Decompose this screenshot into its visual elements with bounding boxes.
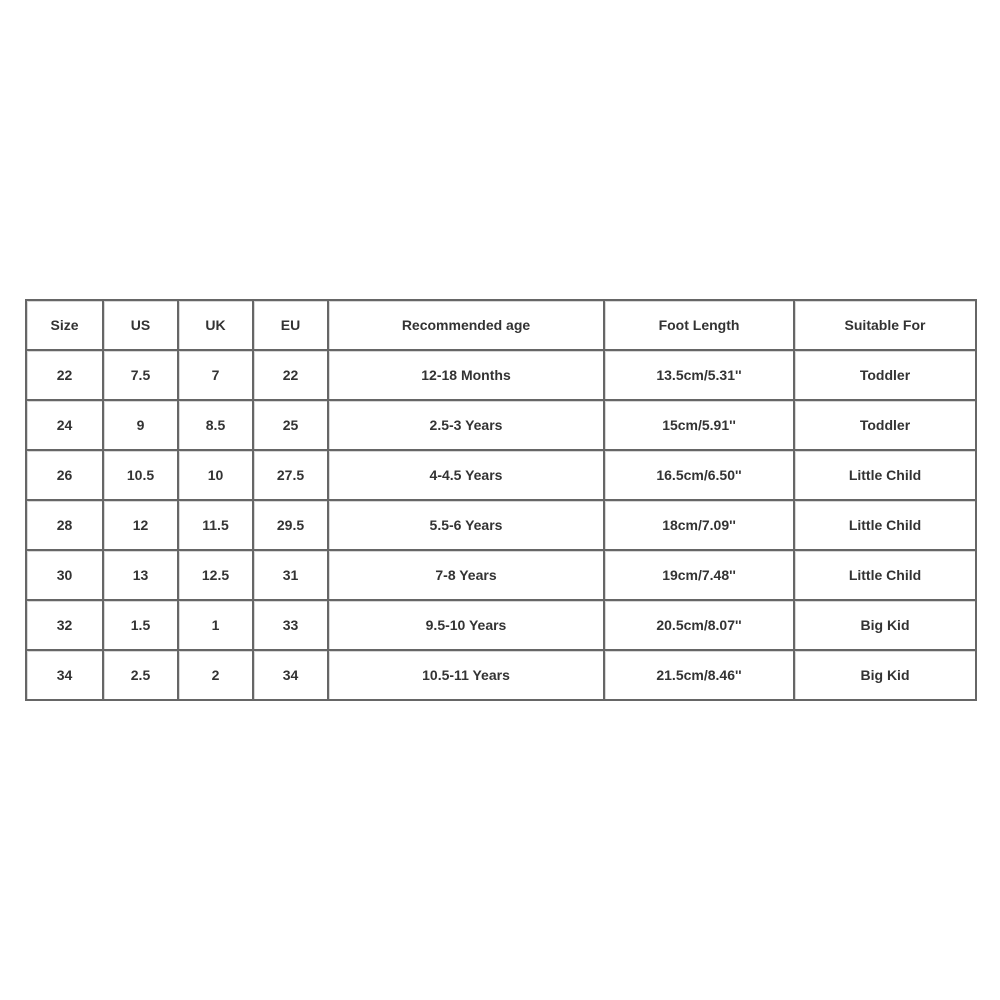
table-row — [27, 501, 977, 551]
cell-suitable-for: Little Child — [795, 551, 977, 601]
cell-uk: 7 — [179, 351, 254, 401]
cell-size: 34 — [27, 651, 104, 701]
size-chart-body — [27, 301, 977, 701]
cell-recommended-age: 9.5-10 Years — [329, 601, 605, 651]
cell-suitable-for: Little Child — [795, 451, 977, 501]
table-row — [27, 351, 977, 401]
header-cell-recommended-age: Recommended age — [329, 301, 605, 351]
cell-eu: 29.5 — [254, 501, 329, 551]
table-row — [27, 451, 977, 501]
header-cell-uk: UK — [179, 301, 254, 351]
cell-us: 10.5 — [104, 451, 179, 501]
cell-recommended-age: 10.5-11 Years — [329, 651, 605, 701]
cell-eu: 27.5 — [254, 451, 329, 501]
cell-recommended-age: 12-18 Months — [329, 351, 605, 401]
cell-suitable-for: Little Child — [795, 501, 977, 551]
cell-uk: 12.5 — [179, 551, 254, 601]
cell-eu: 34 — [254, 651, 329, 701]
cell-foot-length: 13.5cm/5.31'' — [605, 351, 795, 401]
size-chart-table — [25, 299, 977, 701]
header-cell-size: Size — [27, 301, 104, 351]
cell-foot-length: 21.5cm/8.46'' — [605, 651, 795, 701]
cell-size: 32 — [27, 601, 104, 651]
cell-foot-length: 20.5cm/8.07'' — [605, 601, 795, 651]
cell-uk: 2 — [179, 651, 254, 701]
cell-suitable-for: Big Kid — [795, 651, 977, 701]
cell-uk: 10 — [179, 451, 254, 501]
header-cell-us: US — [104, 301, 179, 351]
cell-size: 26 — [27, 451, 104, 501]
cell-recommended-age: 4-4.5 Years — [329, 451, 605, 501]
cell-foot-length: 19cm/7.48'' — [605, 551, 795, 601]
table-row — [27, 551, 977, 601]
header-cell-foot-length: Foot Length — [605, 301, 795, 351]
cell-eu: 33 — [254, 601, 329, 651]
cell-us: 1.5 — [104, 601, 179, 651]
cell-us: 2.5 — [104, 651, 179, 701]
cell-us: 12 — [104, 501, 179, 551]
table-row — [27, 401, 977, 451]
cell-suitable-for: Toddler — [795, 401, 977, 451]
header-cell-eu: EU — [254, 301, 329, 351]
cell-eu: 31 — [254, 551, 329, 601]
cell-recommended-age: 2.5-3 Years — [329, 401, 605, 451]
cell-size: 24 — [27, 401, 104, 451]
cell-eu: 25 — [254, 401, 329, 451]
cell-foot-length: 18cm/7.09'' — [605, 501, 795, 551]
table-row — [27, 651, 977, 701]
cell-eu: 22 — [254, 351, 329, 401]
cell-recommended-age: 7-8 Years — [329, 551, 605, 601]
header-row — [27, 301, 977, 351]
cell-suitable-for: Big Kid — [795, 601, 977, 651]
cell-recommended-age: 5.5-6 Years — [329, 501, 605, 551]
cell-uk: 1 — [179, 601, 254, 651]
cell-uk: 8.5 — [179, 401, 254, 451]
cell-size: 22 — [27, 351, 104, 401]
header-cell-suitable-for: Suitable For — [795, 301, 977, 351]
cell-foot-length: 15cm/5.91'' — [605, 401, 795, 451]
cell-uk: 11.5 — [179, 501, 254, 551]
cell-size: 30 — [27, 551, 104, 601]
table-row — [27, 601, 977, 651]
cell-size: 28 — [27, 501, 104, 551]
cell-us: 13 — [104, 551, 179, 601]
cell-us: 7.5 — [104, 351, 179, 401]
cell-suitable-for: Toddler — [795, 351, 977, 401]
cell-foot-length: 16.5cm/6.50'' — [605, 451, 795, 501]
cell-us: 9 — [104, 401, 179, 451]
